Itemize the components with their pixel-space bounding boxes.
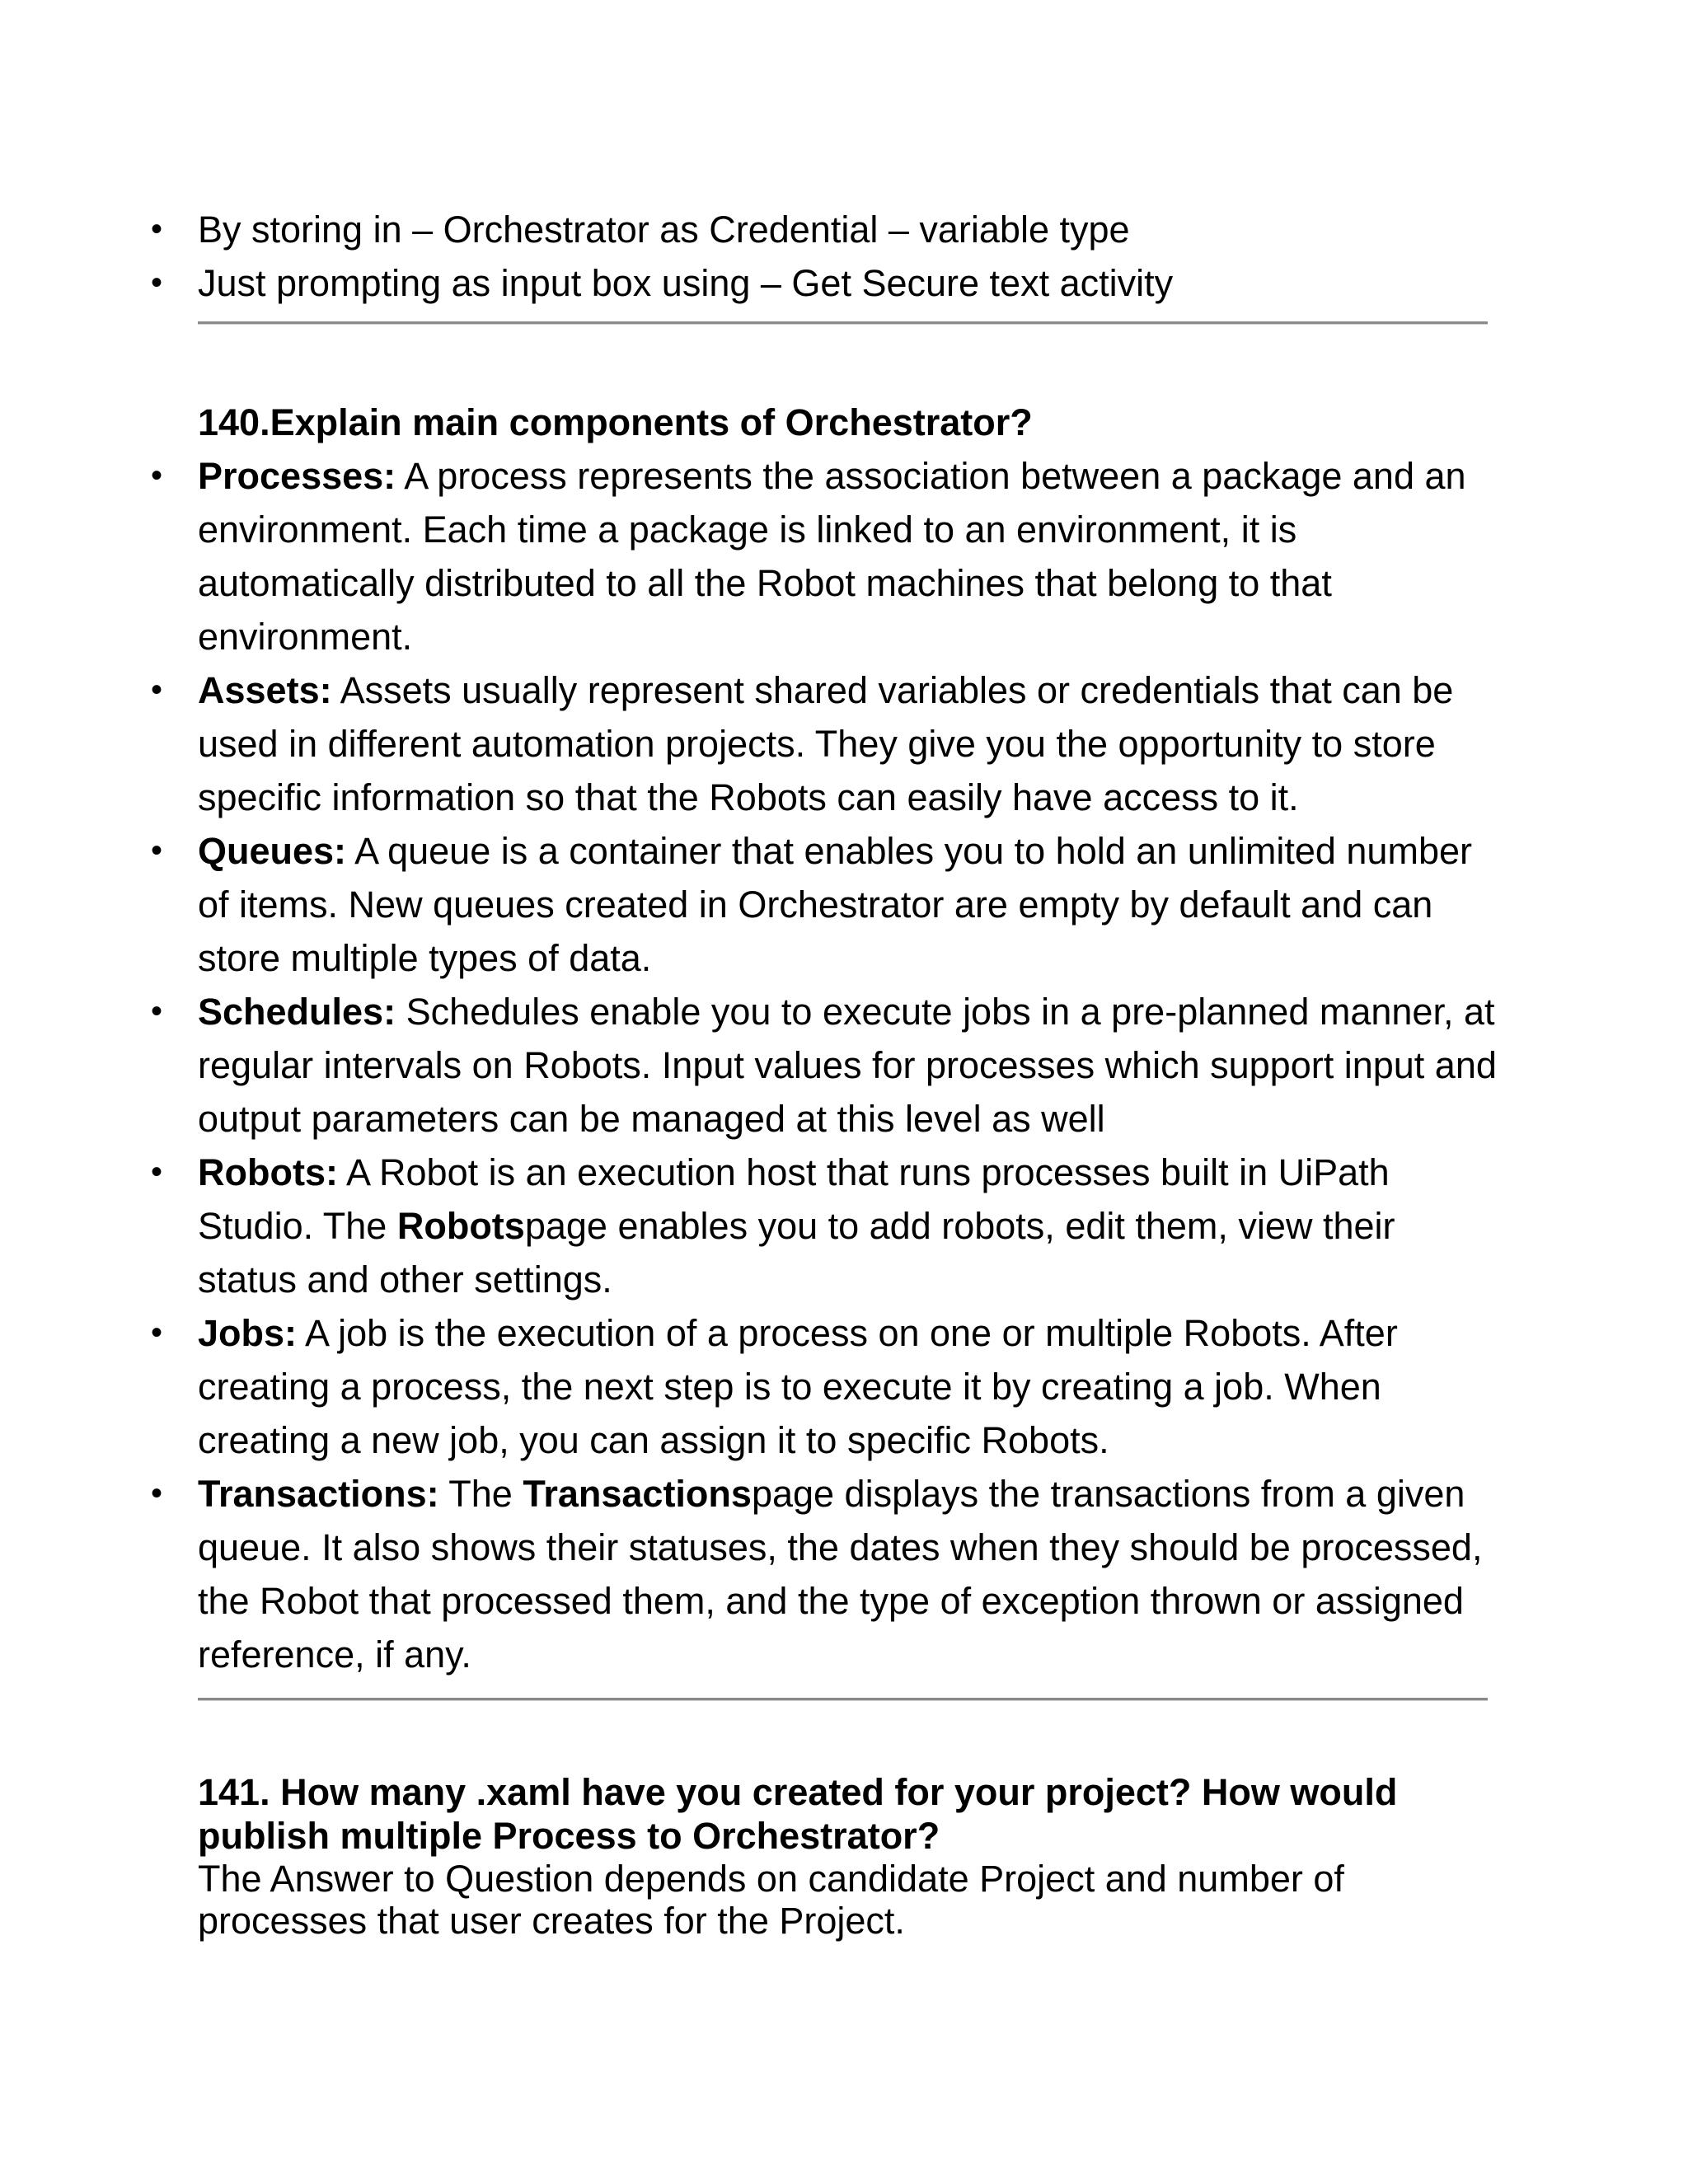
term-label: Jobs: [198,1312,298,1354]
list-item-robots [150,1146,1500,1306]
bullet-icon: • [150,1475,162,1511]
bullet-text: Just prompting as input box using – Get Secure text activity [198,262,1174,304]
bullet-icon: • [150,265,162,301]
term-label: Processes: [198,455,396,497]
bullet-text: By storing in – Orchestrator as Credential – variable type [198,209,1130,251]
horizontal-divider [198,1698,1488,1701]
term-description: A queue is a container that enables you to hold an unlimited number of items. New queues created in Orchestrator are empty by default and can store multiple types of data. [198,830,1472,979]
list-item-processes [150,449,1500,663]
list-item-transactions [150,1467,1500,1681]
list-item-queues [150,824,1500,985]
inline-page-name: Robots [396,1205,525,1247]
term-label: Transactions: [198,1473,439,1515]
question-141-title: 141. How many .xaml have you created for your project? How would publish multiple Process to Orchestrator? [198,1771,1398,1857]
bullet-icon: • [150,832,162,869]
term-label: Robots: [198,1151,338,1193]
term-description: A job is the execution of a process on one or multiple Robots. After creating a process, the next step is to execute it by creating a job. When creating a new job, you can assign it to specific Robots. [198,1312,1398,1461]
list-item-schedules [150,985,1500,1146]
inline-page-name: Transactions [523,1473,752,1515]
term-label: Schedules: [198,991,396,1033]
bullet-icon: • [150,993,162,1029]
page-content [150,203,1500,1942]
bullet-icon: • [150,1154,162,1190]
term-description: Schedules enable you to execute jobs in a pre-planned manner, at regular intervals on Robots. Input values for processes which support input and output parameters can be managed at this level as well [198,991,1497,1140]
term-description: Assets usually represent shared variables or credentials that can be used in different automation projects. They give you the opportunity to store specific information so that the Robots can easily have access to it. [198,669,1454,818]
term-description-start: The [438,1473,523,1515]
horizontal-divider [198,321,1488,325]
term-description-end: page enables you to add robots, edit them, view their status and other settings. [198,1205,1395,1301]
question-141-answer: The Answer to Question depends on candidate Project and number of processes that user creates for the Project. [198,1858,1344,1942]
bullet-icon: • [150,211,162,247]
term-label: Assets: [198,669,332,711]
term-description-end: page displays the transactions from a given queue. It also shows their statuses, the dates when they should be processed, the Robot that processed them, and the type of exception thrown or assigned reference, if any. [198,1473,1483,1675]
term-description: A process represents the association between a package and an environment. Each time a package is linked to an environment, it is automatically distributed to all the Robot machines that belong to that environment. [198,455,1466,658]
orchestrator-components-list [150,449,1500,1681]
list-item [150,256,1500,310]
term-label: Queues: [198,830,347,872]
bullet-icon: • [150,1315,162,1351]
list-item-jobs [150,1306,1500,1467]
list-item [150,203,1500,256]
intro-bullet-list [150,203,1500,310]
question-140-title: 140.Explain main components of Orchestrator? [198,401,1033,443]
list-item-assets [150,663,1500,824]
bullet-icon: • [150,457,162,494]
term-description-start: A Robot is an execution host that runs processes built in UiPath Studio. The [198,1151,1390,1247]
bullet-icon: • [150,672,162,708]
